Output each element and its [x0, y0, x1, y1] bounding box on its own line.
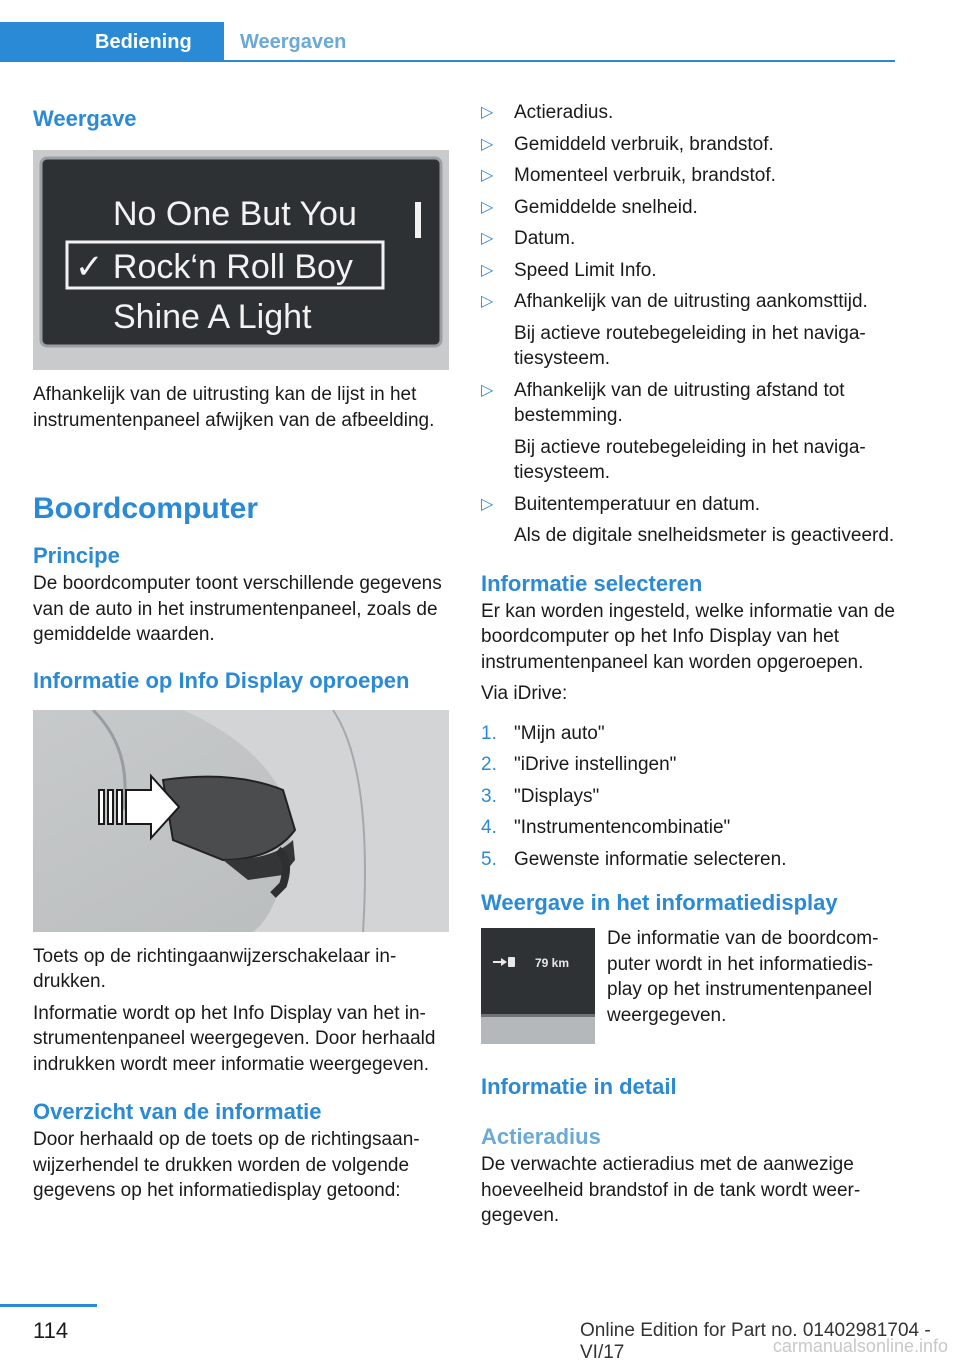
- triangle-bullet-icon: ▷: [481, 198, 494, 216]
- display-block: [481, 928, 897, 1044]
- boordcomputer-heading: Boordcomputer: [33, 492, 258, 525]
- display-text: De informatie van de boordcomputer wordt in het informatiedisplay op het instrumentenpaneel weergegeven.: [607, 928, 879, 1026]
- information-list-text: Afhankelijk van de uitrusting aankomsttijd.: [514, 291, 868, 312]
- step-text: "Displays": [514, 785, 600, 807]
- triangle-bullet-icon: ▷: [481, 381, 494, 399]
- info-display-image: [481, 928, 595, 1044]
- step-number: 2.: [481, 754, 497, 775]
- oproepen-text-1: Toets op de richtingaanwijzerschakelaar indrukken.: [33, 945, 397, 992]
- display-range-value: 79 km: [535, 956, 570, 970]
- radio-screen-image: [33, 150, 449, 370]
- information-list-text: Afhankelijk van de uitrusting afstand tot bestemming.: [514, 379, 845, 426]
- turn-signal-lever-illustration: [33, 710, 449, 932]
- overzicht-text: Door herhaald op de toets op de richtingsaanwijzerhendel te drukken worden de volgende gegevens op het informatiedisplay getoond:: [33, 1129, 420, 1201]
- selecteren-heading: Informatie selecteren: [481, 570, 703, 596]
- information-list-item: [481, 378, 897, 486]
- actieradius-heading: Actieradius: [481, 1124, 601, 1149]
- information-list-text: Datum.: [514, 228, 576, 249]
- step-number: 3.: [481, 785, 497, 807]
- step-number: 1.: [481, 722, 497, 744]
- step-text: "Mijn auto": [514, 722, 605, 744]
- actieradius-text: De verwachte actieradius met de aanwezige hoeveelheid brandstof in de tank wordt weergegeven.: [481, 1154, 861, 1226]
- right-column: [481, 100, 897, 1229]
- left-column: [33, 100, 449, 1204]
- idrive-step: [481, 815, 897, 841]
- information-list-subtext: Bij actieve routebegeleiding in het navigatiesysteem.: [514, 322, 866, 369]
- information-list-item: [481, 492, 897, 549]
- triangle-bullet-icon: ▷: [481, 104, 494, 121]
- oproepen-text-2: Informatie wordt op het Info Display van het instrumentenpaneel weergegeven. Door herhaald indrukken wordt meer informatie weergegeven.: [33, 1002, 436, 1075]
- triangle-bullet-icon: ▷: [481, 135, 494, 153]
- information-list-text: Gemiddeld verbruik, brandstof.: [514, 133, 774, 155]
- idrive-step: [481, 752, 897, 778]
- tab-weergaven[interactable]: Weergaven: [240, 31, 347, 53]
- oproepen-heading: Informatie op Info Display oproepen: [33, 667, 410, 693]
- triangle-bullet-icon: ▷: [481, 293, 494, 310]
- detail-heading: Informatie in detail: [481, 1074, 677, 1099]
- information-list-item: [481, 226, 897, 252]
- information-list-text: Momenteel verbruik, brandstof.: [514, 165, 776, 186]
- footer-divider: [0, 1304, 97, 1307]
- step-number: 4.: [481, 817, 497, 838]
- tab-bediening[interactable]: Bediening: [0, 22, 224, 62]
- screen-item-1: No One But You: [113, 195, 357, 233]
- idrive-step: [481, 721, 897, 747]
- weergave-text: Afhankelijk van de uitrusting kan de lijst in het instrumentenpaneel afwijken van de afbeelding.: [33, 384, 435, 431]
- information-list-item: [481, 100, 897, 126]
- step-text: "Instrumentencombinatie": [514, 817, 731, 838]
- edition-note: Online Edition for Part no. 01402981704 - VI/17: [580, 1320, 931, 1363]
- selecteren-text: Er kan worden ingesteld, welke informatie van de boordcomputer op het Info Display van het instrumentenpaneel kan worden opgeroepen.: [481, 600, 896, 673]
- weergave-heading: Weergave: [33, 106, 137, 131]
- idrive-steps: [481, 721, 897, 873]
- information-list-subtext: Bij actieve routebegeleiding in het navigatiesysteem.: [514, 436, 866, 483]
- page-number: 114: [33, 1318, 69, 1343]
- information-list-text: Gemiddelde snelheid.: [514, 196, 698, 218]
- triangle-bullet-icon: ▷: [481, 230, 494, 247]
- radio-screen-illustration: [33, 150, 449, 370]
- information-list-item: [481, 258, 897, 284]
- screen-item-2: ✓ Rock‘n Roll Boy: [75, 248, 353, 286]
- information-list-item: [481, 163, 897, 189]
- idrive-label: Via iDrive:: [481, 683, 568, 704]
- information-list-item: [481, 195, 897, 221]
- information-list: [481, 100, 897, 549]
- step-text: "iDrive instellingen": [514, 754, 677, 775]
- idrive-step: [481, 847, 897, 873]
- information-list-text: Actieradius.: [514, 102, 614, 123]
- step-number: 5.: [481, 848, 497, 870]
- information-list-item: [481, 132, 897, 158]
- header-divider: [0, 60, 895, 62]
- information-list-text: Speed Limit Info.: [514, 259, 657, 281]
- watermark: carmanualsonline.info: [772, 1336, 948, 1356]
- triangle-bullet-icon: ▷: [481, 495, 494, 513]
- principe-text: De boordcomputer toont verschillende gegevens van de auto in het instrumentenpaneel, zoals de gemiddelde waarden.: [33, 573, 442, 645]
- lever-image: [33, 710, 449, 932]
- idrive-step: [481, 784, 897, 810]
- triangle-bullet-icon: ▷: [481, 167, 494, 184]
- header-tabs: [0, 22, 895, 62]
- display-heading: Weergave in het informatiedisplay: [481, 890, 838, 915]
- information-list-subtext: Als de digitale snelheidsmeter is geactiveerd.: [514, 525, 895, 546]
- information-list-text: Buitentemperatuur en datum.: [514, 493, 761, 515]
- principe-heading: Principe: [33, 543, 120, 568]
- overzicht-heading: Overzicht van de informatie: [33, 1099, 322, 1124]
- information-list-item: [481, 289, 897, 372]
- screen-item-3: Shine A Light: [113, 298, 312, 336]
- step-text: Gewenste informatie selecteren.: [514, 848, 787, 870]
- triangle-bullet-icon: ▷: [481, 261, 494, 279]
